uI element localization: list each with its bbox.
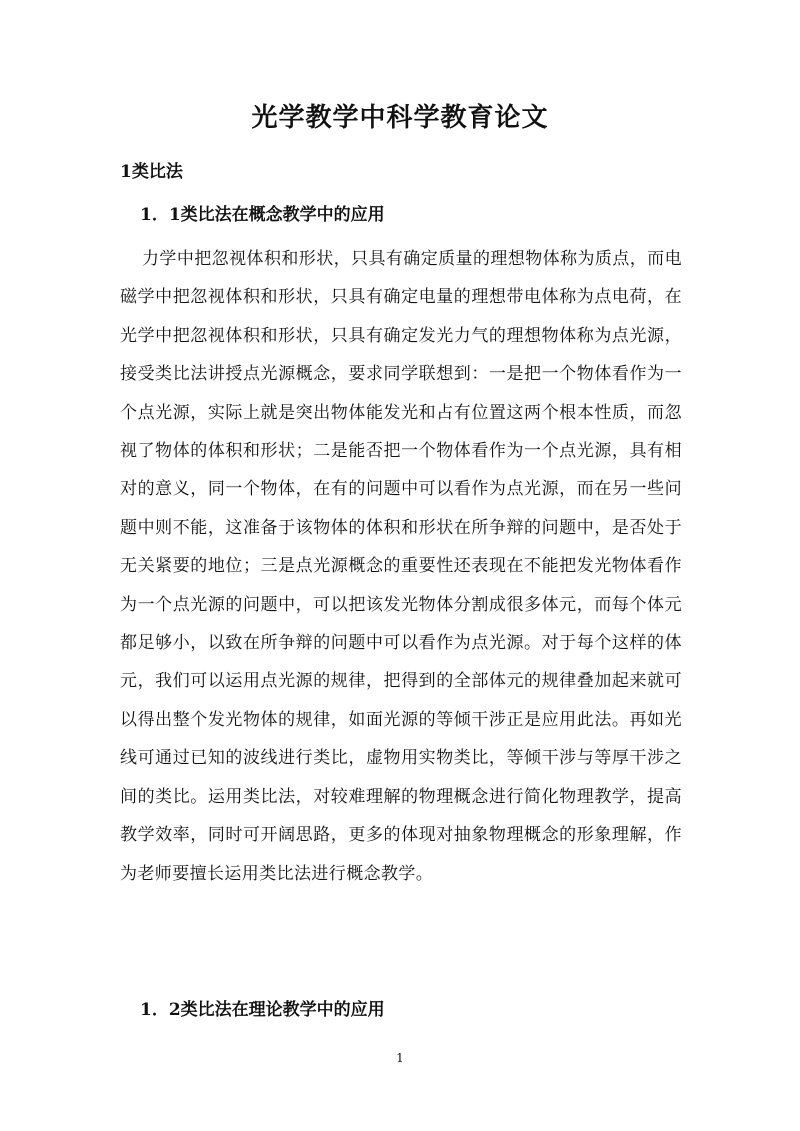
document-title: 光学教学中科学教育论文 xyxy=(251,103,549,133)
section-heading: 1类比法 xyxy=(120,162,183,182)
subsection-heading-1: 1．1类比法在概念教学中的应用 xyxy=(140,205,385,225)
body-paragraph: 力学中把忽视体积和形状，只具有确定质量的理想物体称为质点，而电磁学中把忽视体积和形状，只具有确定电量的理想带电体称为点电荷，在光学中把忽视体积和形状，只具有确定发光力气的理想物体称为点光源，接受类比法讲授点光源概念，要求同学联想到：一是把一个物体看作为一个点光源，实际上就是突出物体能发光和占有位置这两个根本性质，而忽视了物体的体积和形状；二是能否把一个物体看作为一个点光源，具有相对的意义，同一个物体，在有的问题中可以看作为点光源，而在另一些问题中则不能，这准备于该物体的体积和形状在所争辩的问题中，是否处于无关紧要的地位；三是点光源概念的重要性还表现在不能把发光物体看作为一个点光源的问题中，可以把该发光物体分割成很多体元，而每个体元都足够小，以致在所争辩的问题中可以看作为点光源。对于每个这样的体元，我们可以运用点光源的规律，把得到的全部体元的规律叠加起来就可以得出整个发光物体的规律，如面光源的等倾干涉正是应用此法。再如光线可通过已知的波线进行类比，虚物用实物类比，等倾干涉与等厚干涉之间的类比。运用类比法，对较难理解的物理概念进行简化物理教学，提高教学效率，同时可开阔思路，更多的体现对抽象物理概念的形象理解，作为老师要擅长运用类比法进行概念教学。 xyxy=(120,249,682,884)
page-number: 1 xyxy=(396,1051,404,1065)
subsection-heading-2: 1．2类比法在理论教学中的应用 xyxy=(140,1000,385,1020)
